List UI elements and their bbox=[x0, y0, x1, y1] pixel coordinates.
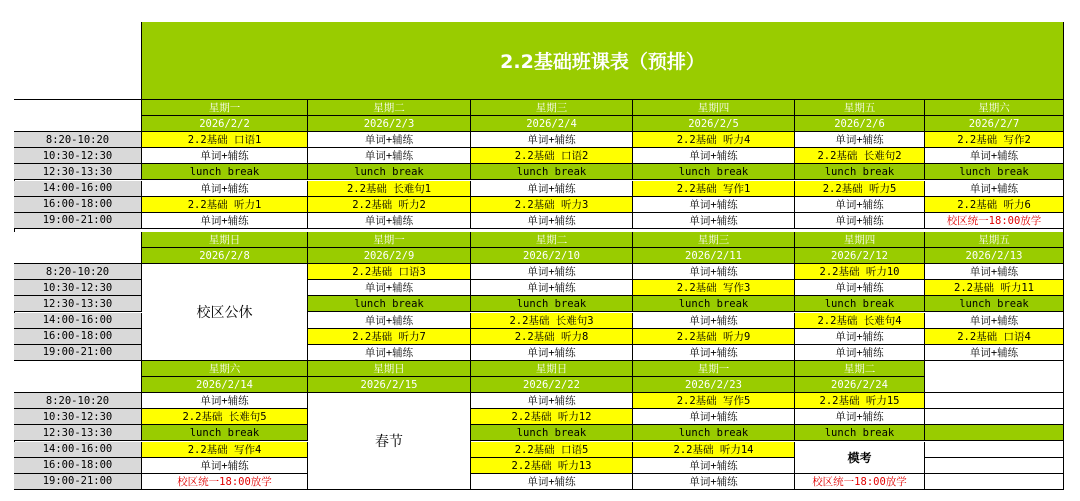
class-cell: 2.2基础 口语2 bbox=[471, 148, 633, 164]
class-cell: 2.2基础 长难句1 bbox=[308, 181, 471, 197]
class-cell: 单词+辅练 bbox=[633, 313, 795, 329]
class-cell: 单词+辅练 bbox=[925, 313, 1064, 329]
class-cell: 单词+辅练 bbox=[633, 409, 795, 425]
class-cell bbox=[925, 393, 1064, 409]
class-cell: 2.2基础 长难句4 bbox=[795, 313, 925, 329]
time-slot: 19:00-21:00 bbox=[14, 345, 142, 361]
class-cell: 2.2基础 听力2 bbox=[308, 197, 471, 213]
day-name: 星期三 bbox=[471, 100, 633, 116]
class-cell: 单词+辅练 bbox=[633, 458, 795, 474]
class-cell: 单词+辅练 bbox=[633, 345, 795, 361]
day-date: 2026/2/23 bbox=[633, 377, 795, 393]
exam-label: 模考 bbox=[795, 442, 925, 474]
day-date: 2026/2/15 bbox=[308, 377, 471, 393]
day-name: 星期一 bbox=[142, 100, 308, 116]
day-date: 2026/2/6 bbox=[795, 116, 925, 132]
class-cell: 单词+辅练 bbox=[925, 264, 1064, 280]
lunch-break-cell: lunch break bbox=[925, 164, 1064, 180]
class-cell: 单词+辅练 bbox=[308, 213, 471, 229]
day-name: 星期六 bbox=[142, 361, 308, 377]
class-cell: 校区统一18:00放学 bbox=[795, 474, 925, 490]
class-cell: 2.2基础 写作5 bbox=[633, 393, 795, 409]
time-slot: 8:20-10:20 bbox=[14, 393, 142, 409]
time-slot: 12:30-13:30 bbox=[14, 164, 142, 180]
class-cell: 2.2基础 听力11 bbox=[925, 280, 1064, 296]
class-cell: 2.2基础 听力1 bbox=[142, 197, 308, 213]
header-spacer bbox=[14, 361, 142, 393]
class-cell: 2.2基础 听力7 bbox=[308, 329, 471, 345]
time-slot: 10:30-12:30 bbox=[14, 148, 142, 164]
time-slot: 19:00-21:00 bbox=[14, 474, 142, 490]
holiday-label: 春节 bbox=[308, 393, 471, 490]
day-name: 星期二 bbox=[308, 100, 471, 116]
class-cell: 2.2基础 口语1 bbox=[142, 132, 308, 148]
class-cell: 校区统一18:00放学 bbox=[142, 474, 308, 490]
class-cell: 单词+辅练 bbox=[308, 132, 471, 148]
class-cell: 单词+辅练 bbox=[633, 474, 795, 490]
class-cell: 单词+辅练 bbox=[633, 148, 795, 164]
day-date: 2026/2/12 bbox=[795, 248, 925, 264]
class-cell: 单词+辅练 bbox=[142, 148, 308, 164]
class-cell: 单词+辅练 bbox=[795, 345, 925, 361]
time-slot: 10:30-12:30 bbox=[14, 409, 142, 425]
class-cell: 单词+辅练 bbox=[925, 148, 1064, 164]
time-slot: 8:20-10:20 bbox=[14, 132, 142, 148]
class-cell: 单词+辅练 bbox=[142, 458, 308, 474]
class-cell: 2.2基础 口语4 bbox=[925, 329, 1064, 345]
class-cell: 2.2基础 听力12 bbox=[471, 409, 633, 425]
class-cell bbox=[925, 409, 1064, 425]
time-slot: 14:00-16:00 bbox=[14, 313, 142, 329]
lunch-break-cell: lunch break bbox=[795, 164, 925, 180]
day-name: 星期四 bbox=[795, 232, 925, 248]
class-cell: 单词+辅练 bbox=[795, 329, 925, 345]
day-name: 星期四 bbox=[633, 100, 795, 116]
time-slot: 14:00-16:00 bbox=[14, 442, 142, 458]
lunch-break-cell: lunch break bbox=[471, 164, 633, 180]
day-date: 2026/2/13 bbox=[925, 248, 1064, 264]
day-name: 星期日 bbox=[308, 361, 471, 377]
class-cell: 2.2基础 听力6 bbox=[925, 197, 1064, 213]
day-date: 2026/2/14 bbox=[142, 377, 308, 393]
class-cell: 2.2基础 听力10 bbox=[795, 264, 925, 280]
class-cell: 单词+辅练 bbox=[633, 264, 795, 280]
day-name: 星期五 bbox=[925, 232, 1064, 248]
class-cell: 单词+辅练 bbox=[471, 181, 633, 197]
class-cell: 单词+辅练 bbox=[633, 213, 795, 229]
day-name: 星期二 bbox=[795, 361, 925, 377]
class-cell: 单词+辅练 bbox=[925, 345, 1064, 361]
time-slot: 16:00-18:00 bbox=[14, 197, 142, 213]
class-cell: 2.2基础 听力14 bbox=[633, 442, 795, 458]
class-cell: 2.2基础 长难句5 bbox=[142, 409, 308, 425]
time-slot: 14:00-16:00 bbox=[14, 181, 142, 197]
class-cell: 单词+辅练 bbox=[471, 280, 633, 296]
class-cell bbox=[925, 474, 1064, 490]
class-cell: 2.2基础 听力9 bbox=[633, 329, 795, 345]
lunch-break-cell: lunch break bbox=[633, 296, 795, 312]
class-cell: 单词+辅练 bbox=[795, 409, 925, 425]
class-cell: 单词+辅练 bbox=[471, 345, 633, 361]
lunch-break-cell: lunch break bbox=[471, 425, 633, 441]
class-cell: 单词+辅练 bbox=[471, 393, 633, 409]
class-cell: 2.2基础 听力8 bbox=[471, 329, 633, 345]
day-date: 2026/2/8 bbox=[142, 248, 308, 264]
day-date: 2026/2/10 bbox=[471, 248, 633, 264]
class-cell: 单词+辅练 bbox=[633, 197, 795, 213]
class-cell: 单词+辅练 bbox=[795, 213, 925, 229]
class-cell: 单词+辅练 bbox=[471, 264, 633, 280]
page-title: 2.2基础班课表（预排） bbox=[142, 22, 1064, 100]
class-cell: 单词+辅练 bbox=[308, 313, 471, 329]
header-spacer bbox=[14, 100, 142, 132]
class-cell: 单词+辅练 bbox=[308, 345, 471, 361]
class-cell: 单词+辅练 bbox=[795, 280, 925, 296]
class-cell: 2.2基础 听力15 bbox=[795, 393, 925, 409]
class-cell: 单词+辅练 bbox=[471, 132, 633, 148]
class-cell: 2.2基础 写作1 bbox=[633, 181, 795, 197]
class-cell: 单词+辅练 bbox=[142, 393, 308, 409]
time-slot: 16:00-18:00 bbox=[14, 458, 142, 474]
class-cell: 2.2基础 写作3 bbox=[633, 280, 795, 296]
day-date: 2026/2/24 bbox=[795, 377, 925, 393]
class-cell bbox=[925, 442, 1064, 458]
day-date: 2026/2/4 bbox=[471, 116, 633, 132]
time-slot: 19:00-21:00 bbox=[14, 213, 142, 229]
class-cell: 单词+辅练 bbox=[308, 280, 471, 296]
lunch-break-cell: lunch break bbox=[142, 425, 308, 441]
class-cell: 2.2基础 听力4 bbox=[633, 132, 795, 148]
time-slot: 12:30-13:30 bbox=[14, 425, 142, 441]
time-slot: 10:30-12:30 bbox=[14, 280, 142, 296]
day-date: 2026/2/11 bbox=[633, 248, 795, 264]
day-name: 星期日 bbox=[142, 232, 308, 248]
class-cell: 单词+辅练 bbox=[925, 181, 1064, 197]
class-cell: 单词+辅练 bbox=[795, 197, 925, 213]
lunch-break-cell: lunch break bbox=[795, 425, 925, 441]
class-cell: 单词+辅练 bbox=[471, 474, 633, 490]
class-cell: 单词+辅练 bbox=[795, 132, 925, 148]
day-name: 星期日 bbox=[471, 361, 633, 377]
class-cell: 2.2基础 听力13 bbox=[471, 458, 633, 474]
class-cell bbox=[925, 425, 1064, 441]
day-name: 星期五 bbox=[795, 100, 925, 116]
class-cell: 2.2基础 听力3 bbox=[471, 197, 633, 213]
lunch-break-cell: lunch break bbox=[795, 296, 925, 312]
lunch-break-cell: lunch break bbox=[308, 164, 471, 180]
class-cell: 2.2基础 口语3 bbox=[308, 264, 471, 280]
lunch-break-cell: lunch break bbox=[142, 164, 308, 180]
day-date: 2026/2/9 bbox=[308, 248, 471, 264]
class-cell: 2.2基础 写作4 bbox=[142, 442, 308, 458]
lunch-break-cell: lunch break bbox=[633, 164, 795, 180]
header-spacer bbox=[14, 232, 142, 264]
class-cell: 2.2基础 长难句2 bbox=[795, 148, 925, 164]
day-name: 星期一 bbox=[633, 361, 795, 377]
class-cell bbox=[925, 458, 1064, 474]
day-date: 2026/2/3 bbox=[308, 116, 471, 132]
time-slot: 8:20-10:20 bbox=[14, 264, 142, 280]
class-cell: 2.2基础 口语5 bbox=[471, 442, 633, 458]
lunch-break-cell: lunch break bbox=[308, 296, 471, 312]
class-cell: 单词+辅练 bbox=[471, 213, 633, 229]
class-cell: 2.2基础 长难句3 bbox=[471, 313, 633, 329]
class-cell: 校区统一18:00放学 bbox=[925, 213, 1064, 229]
day-name: 星期六 bbox=[925, 100, 1064, 116]
class-cell: 2.2基础 听力5 bbox=[795, 181, 925, 197]
class-cell: 单词+辅练 bbox=[308, 148, 471, 164]
class-cell: 单词+辅练 bbox=[142, 181, 308, 197]
day-date: 2026/2/22 bbox=[471, 377, 633, 393]
day-name: 星期三 bbox=[633, 232, 795, 248]
lunch-break-cell: lunch break bbox=[471, 296, 633, 312]
empty-day-header bbox=[925, 361, 1064, 393]
closed-label: 校区公休 bbox=[142, 264, 308, 361]
time-slot: 12:30-13:30 bbox=[14, 296, 142, 312]
lunch-break-cell: lunch break bbox=[633, 425, 795, 441]
corner-cell bbox=[14, 22, 142, 100]
class-cell: 2.2基础 写作2 bbox=[925, 132, 1064, 148]
day-name: 星期二 bbox=[471, 232, 633, 248]
lunch-break-cell: lunch break bbox=[925, 296, 1064, 312]
class-cell: 单词+辅练 bbox=[142, 213, 308, 229]
day-date: 2026/2/2 bbox=[142, 116, 308, 132]
day-date: 2026/2/5 bbox=[633, 116, 795, 132]
day-date: 2026/2/7 bbox=[925, 116, 1064, 132]
day-name: 星期一 bbox=[308, 232, 471, 248]
time-slot: 16:00-18:00 bbox=[14, 329, 142, 345]
